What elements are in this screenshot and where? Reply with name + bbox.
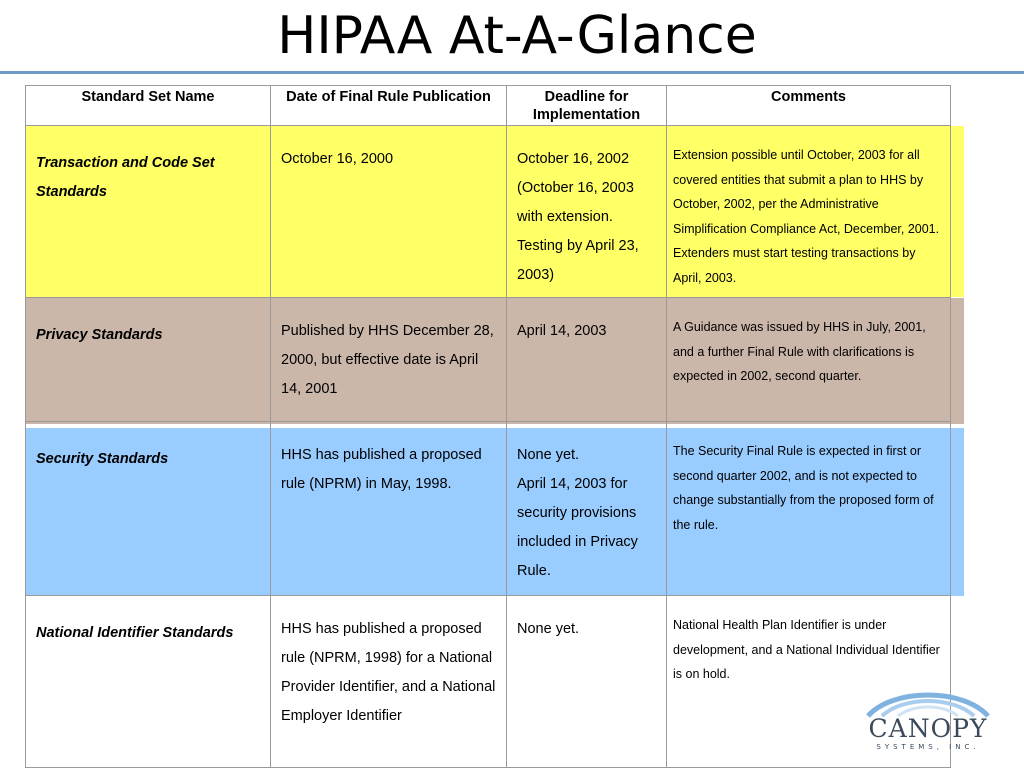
- title-divider: [0, 71, 1024, 74]
- cell-final-rule-date: HHS has published a proposed rule (NPRM) in May, 1998.: [271, 422, 507, 596]
- header-standard-set-name: Standard Set Name: [26, 86, 271, 126]
- header-comments: Comments: [667, 86, 951, 126]
- cell-deadline: April 14, 2003: [507, 298, 667, 422]
- cell-standard-name: Transaction and Code Set Standards: [26, 126, 271, 298]
- cell-comments: Extension possible until October, 2003 for all covered entities that submit a plan to HHS by October, 2002, per the Administrative Simplification Compliance Act, December, 2001. Extenders must start testing transactions by April, 2003.: [667, 126, 951, 298]
- cell-final-rule-date: HHS has published a proposed rule (NPRM, 1998) for a National Provider Identifier, and a National Employer Identifier: [271, 596, 507, 768]
- cell-final-rule-date: Published by HHS December 28, 2000, but effective date is April 14, 2001: [271, 298, 507, 422]
- cell-comments: A Guidance was issued by HHS in July, 2001, and a further Final Rule with clarifications is expected in 2002, second quarter.: [667, 298, 951, 422]
- canopy-logo: [848, 686, 1008, 756]
- table-row: [26, 298, 951, 422]
- logo-subtitle: SYSTEMS, INC.: [876, 743, 980, 751]
- table-row: [26, 596, 951, 768]
- slide-title: HIPAA At-A-Glance: [277, 6, 757, 66]
- logo-wordmark: CANOPY: [868, 714, 988, 743]
- deadline-line-1: None yet.: [517, 447, 580, 463]
- cell-final-rule-date: October 16, 2000: [271, 126, 507, 298]
- cell-deadline: None yet.: [507, 596, 667, 768]
- cell-comments: The Security Final Rule is expected in first or second quarter 2002, and is not expected to change substantially from the proposed form of the rule.: [667, 422, 951, 596]
- cell-standard-name: National Identifier Standards: [26, 596, 271, 768]
- table-row: [26, 126, 951, 298]
- cell-standard-name: Privacy Standards: [26, 298, 271, 422]
- table-header-row: [26, 86, 951, 126]
- deadline-line-2: April 14, 2003 for security provisions included in Privacy Rule.: [517, 476, 638, 579]
- cell-deadline: October 16, 2002 (October 16, 2003 with extension. Testing by April 23, 2003): [507, 126, 667, 298]
- header-deadline: Deadline for Implementation: [507, 86, 667, 126]
- cell-comments: National Health Plan Identifier is under development, and a National Individual Identifier is on hold.: [667, 596, 951, 768]
- cell-standard-name: Security Standards: [26, 422, 271, 596]
- header-date-final-rule: Date of Final Rule Publication: [271, 86, 507, 126]
- cell-deadline: [507, 422, 667, 596]
- table-row: [26, 422, 951, 596]
- hipaa-standards-table: [25, 85, 951, 768]
- hipaa-table-container: [25, 85, 950, 768]
